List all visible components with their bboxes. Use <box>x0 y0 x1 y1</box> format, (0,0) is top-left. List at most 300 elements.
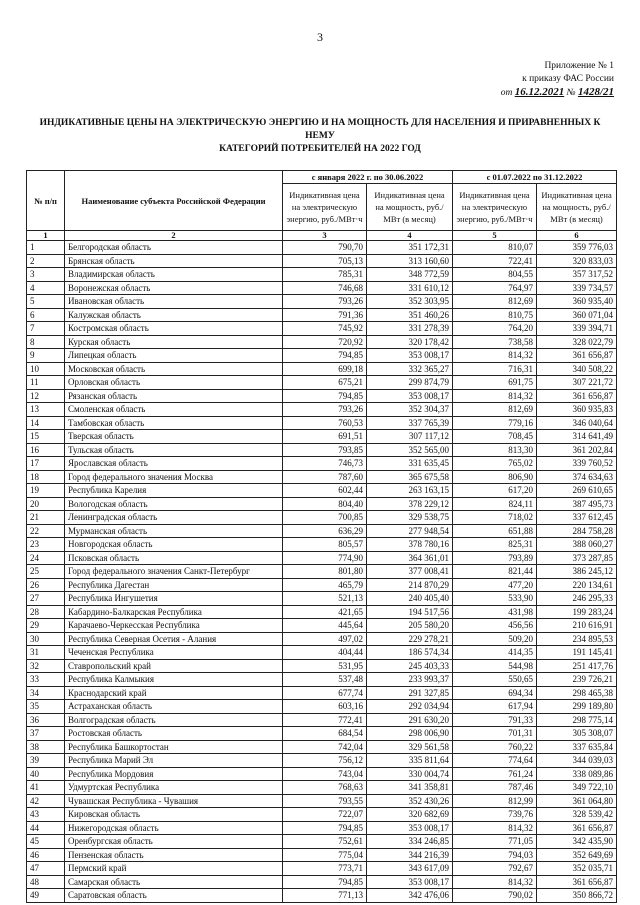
power-price-h2: 350 866,72 <box>537 889 617 903</box>
power-price-h1: 186 574,34 <box>367 646 453 660</box>
region-name: Ростовская область <box>65 727 283 741</box>
power-price-h1: 342 476,06 <box>367 889 453 903</box>
row-number: 8 <box>27 335 65 349</box>
document-title <box>30 117 610 156</box>
annex-date-line <box>501 86 614 100</box>
region-name: Пензенская область <box>65 848 283 862</box>
energy-price-h1: 793,26 <box>283 295 367 309</box>
region-name: Краснодарский край <box>65 686 283 700</box>
region-name: Воронежская область <box>65 281 283 295</box>
region-name: Самарская область <box>65 875 283 889</box>
power-price-h2: 298 775,14 <box>537 713 617 727</box>
energy-price-h2: 810,07 <box>453 241 537 255</box>
region-name: Владимирская область <box>65 268 283 282</box>
power-price-h2: 373 287,85 <box>537 551 617 565</box>
energy-price-h2: 821,44 <box>453 565 537 579</box>
table-row <box>27 538 617 552</box>
power-price-h1: 292 034,94 <box>367 700 453 714</box>
power-price-h2: 342 435,90 <box>537 835 617 849</box>
power-price-h1: 245 403,33 <box>367 659 453 673</box>
row-number: 44 <box>27 821 65 835</box>
table-row <box>27 767 617 781</box>
power-price-h2: 298 465,38 <box>537 686 617 700</box>
power-price-h2: 220 134,61 <box>537 578 617 592</box>
col-number: 3 <box>283 231 367 241</box>
energy-price-h2: 708,45 <box>453 430 537 444</box>
row-number: 20 <box>27 497 65 511</box>
p1-energy-header: Индикативная цена на электрическую энергию, руб./МВт·ч <box>283 184 367 231</box>
energy-price-h2: 651,88 <box>453 524 537 538</box>
energy-price-h2: 764,97 <box>453 281 537 295</box>
table-row <box>27 362 617 376</box>
power-price-h2: 338 089,86 <box>537 767 617 781</box>
table-row <box>27 808 617 822</box>
energy-price-h1: 793,55 <box>283 794 367 808</box>
energy-price-h1: 793,26 <box>283 403 367 417</box>
power-price-h2: 314 641,49 <box>537 430 617 444</box>
power-price-h2: 361 656,87 <box>537 389 617 403</box>
power-price-h1: 307 117,12 <box>367 430 453 444</box>
power-price-h1: 240 405,40 <box>367 592 453 606</box>
row-number: 32 <box>27 659 65 673</box>
region-name: Московская область <box>65 362 283 376</box>
row-number: 45 <box>27 835 65 849</box>
row-number: 23 <box>27 538 65 552</box>
power-price-h2: 360 071,04 <box>537 308 617 322</box>
table-row <box>27 659 617 673</box>
row-number: 21 <box>27 511 65 525</box>
column-number-row <box>27 231 617 241</box>
region-name: Республика Марий Эл <box>65 754 283 768</box>
row-number: 17 <box>27 457 65 471</box>
table-row <box>27 646 617 660</box>
energy-price-h1: 773,71 <box>283 862 367 876</box>
table-row <box>27 295 617 309</box>
power-price-h1: 214 870,29 <box>367 578 453 592</box>
energy-price-h1: 445,64 <box>283 619 367 633</box>
power-price-h2: 360 935,83 <box>537 403 617 417</box>
row-number: 22 <box>27 524 65 538</box>
energy-price-h2: 825,31 <box>453 538 537 552</box>
region-name: Республика Башкортостан <box>65 740 283 754</box>
energy-price-h1: 756,12 <box>283 754 367 768</box>
power-price-h1: 353 008,17 <box>367 875 453 889</box>
power-price-h1: 329 538,75 <box>367 511 453 525</box>
power-price-h1: 353 008,17 <box>367 349 453 363</box>
region-name: Орловская область <box>65 376 283 390</box>
energy-price-h1: 720,92 <box>283 335 367 349</box>
table-row <box>27 740 617 754</box>
row-number: 29 <box>27 619 65 633</box>
region-name: Кировская область <box>65 808 283 822</box>
energy-price-h1: 794,85 <box>283 349 367 363</box>
power-price-h2: 269 610,65 <box>537 484 617 498</box>
power-price-h2: 344 039,03 <box>537 754 617 768</box>
energy-price-h2: 617,20 <box>453 484 537 498</box>
table-row <box>27 376 617 390</box>
energy-price-h1: 521,13 <box>283 592 367 606</box>
region-name: Тамбовская область <box>65 416 283 430</box>
power-price-h1: 377 008,41 <box>367 565 453 579</box>
power-price-h2: 320 833,03 <box>537 254 617 268</box>
energy-price-h1: 791,36 <box>283 308 367 322</box>
table-row <box>27 457 617 471</box>
region-name: Брянская область <box>65 254 283 268</box>
region-name: Рязанская область <box>65 389 283 403</box>
region-name: Оренбургская область <box>65 835 283 849</box>
region-name: Республика Мордовия <box>65 767 283 781</box>
energy-price-h1: 746,73 <box>283 457 367 471</box>
energy-price-h2: 760,22 <box>453 740 537 754</box>
region-name: Республика Дагестан <box>65 578 283 592</box>
row-number: 38 <box>27 740 65 754</box>
energy-price-h1: 743,04 <box>283 767 367 781</box>
row-number: 34 <box>27 686 65 700</box>
power-price-h1: 330 004,74 <box>367 767 453 781</box>
power-price-h1: 378 780,16 <box>367 538 453 552</box>
power-price-h1: 194 517,56 <box>367 605 453 619</box>
energy-price-h2: 774,64 <box>453 754 537 768</box>
region-name: Республика Карелия <box>65 484 283 498</box>
power-price-h2: 307 221,72 <box>537 376 617 390</box>
row-number: 46 <box>27 848 65 862</box>
energy-price-h1: 774,90 <box>283 551 367 565</box>
region-name: Саратовская область <box>65 889 283 903</box>
energy-price-h2: 806,90 <box>453 470 537 484</box>
energy-price-h2: 722,41 <box>453 254 537 268</box>
power-price-h2: 239 726,21 <box>537 673 617 687</box>
annex-title: Приложение № 1 <box>544 61 614 71</box>
energy-price-h2: 738,58 <box>453 335 537 349</box>
power-price-h2: 357 317,52 <box>537 268 617 282</box>
table-body <box>27 241 617 903</box>
power-price-h1: 352 303,95 <box>367 295 453 309</box>
power-price-h2: 210 616,91 <box>537 619 617 633</box>
energy-price-h1: 801,80 <box>283 565 367 579</box>
power-price-h1: 353 008,17 <box>367 389 453 403</box>
power-price-h2: 346 040,64 <box>537 416 617 430</box>
power-price-h1: 233 993,37 <box>367 673 453 687</box>
region-name: Кабардино-Балкарская Республика <box>65 605 283 619</box>
table-row <box>27 389 617 403</box>
region-name: Тульская область <box>65 443 283 457</box>
energy-price-h2: 787,46 <box>453 781 537 795</box>
region-name: Ленинградская область <box>65 511 283 525</box>
region-name: Карачаево-Черкесская Республика <box>65 619 283 633</box>
table-row <box>27 794 617 808</box>
table-row <box>27 281 617 295</box>
region-name: Пермский край <box>65 862 283 876</box>
power-price-h1: 331 278,39 <box>367 322 453 336</box>
table-row <box>27 889 617 903</box>
energy-price-h1: 675,21 <box>283 376 367 390</box>
table-row <box>27 605 617 619</box>
period-2-header: с 01.07.2022 по 31.12.2022 <box>453 171 617 184</box>
row-number: 49 <box>27 889 65 903</box>
row-number: 12 <box>27 389 65 403</box>
table-row <box>27 619 617 633</box>
energy-price-h2: 804,55 <box>453 268 537 282</box>
power-price-h2: 387 495,73 <box>537 497 617 511</box>
energy-price-h2: 791,33 <box>453 713 537 727</box>
energy-price-h2: 812,69 <box>453 403 537 417</box>
table-row <box>27 416 617 430</box>
energy-price-h1: 603,16 <box>283 700 367 714</box>
power-price-h2: 340 508,22 <box>537 362 617 376</box>
power-price-h2: 251 417,76 <box>537 659 617 673</box>
power-price-h1: 299 874,79 <box>367 376 453 390</box>
table-row <box>27 470 617 484</box>
power-price-h1: 331 635,45 <box>367 457 453 471</box>
row-number: 6 <box>27 308 65 322</box>
energy-price-h2: 533,90 <box>453 592 537 606</box>
power-price-h2: 328 539,42 <box>537 808 617 822</box>
power-price-h2: 361 656,87 <box>537 349 617 363</box>
table-row <box>27 443 617 457</box>
region-name: Удмуртская Республика <box>65 781 283 795</box>
energy-price-h2: 761,24 <box>453 767 537 781</box>
energy-price-h2: 810,75 <box>453 308 537 322</box>
region-name: Республика Калмыкия <box>65 673 283 687</box>
power-price-h1: 351 460,26 <box>367 308 453 322</box>
energy-price-h1: 421,65 <box>283 605 367 619</box>
table-row <box>27 268 617 282</box>
energy-price-h1: 805,57 <box>283 538 367 552</box>
row-number: 16 <box>27 443 65 457</box>
power-price-h2: 339 394,71 <box>537 322 617 336</box>
region-name: Ивановская область <box>65 295 283 309</box>
power-price-h2: 234 895,53 <box>537 632 617 646</box>
table-row <box>27 821 617 835</box>
table-row <box>27 848 617 862</box>
energy-price-h1: 691,51 <box>283 430 367 444</box>
power-price-h1: 329 561,58 <box>367 740 453 754</box>
energy-price-h2: 764,20 <box>453 322 537 336</box>
row-number: 30 <box>27 632 65 646</box>
table-row <box>27 349 617 363</box>
row-number: 5 <box>27 295 65 309</box>
power-price-h2: 191 145,41 <box>537 646 617 660</box>
region-name: Республика Северная Осетия - Алания <box>65 632 283 646</box>
energy-price-h1: 742,04 <box>283 740 367 754</box>
energy-price-h2: 824,11 <box>453 497 537 511</box>
p2-power-header: Индикативная цена на мощность, руб./МВт (в месяц) <box>537 184 617 231</box>
energy-price-h1: 531,95 <box>283 659 367 673</box>
row-number: 7 <box>27 322 65 336</box>
power-price-h1: 352 430,26 <box>367 794 453 808</box>
energy-price-h1: 465,79 <box>283 578 367 592</box>
power-price-h2: 361 656,87 <box>537 875 617 889</box>
power-price-h1: 205 580,20 <box>367 619 453 633</box>
power-price-h1: 337 765,39 <box>367 416 453 430</box>
table-row <box>27 713 617 727</box>
energy-price-h1: 790,70 <box>283 241 367 255</box>
power-price-h1: 352 565,00 <box>367 443 453 457</box>
col-number: 1 <box>27 231 65 241</box>
row-number: 48 <box>27 875 65 889</box>
energy-price-h2: 739,76 <box>453 808 537 822</box>
power-price-h1: 343 617,09 <box>367 862 453 876</box>
period-1-header: с января 2022 г. по 30.06.2022 <box>283 171 453 184</box>
col-number: 4 <box>367 231 453 241</box>
power-price-h1: 320 682,69 <box>367 808 453 822</box>
energy-price-h1: 677,74 <box>283 686 367 700</box>
energy-price-h1: 768,63 <box>283 781 367 795</box>
row-number: 36 <box>27 713 65 727</box>
row-number: 13 <box>27 403 65 417</box>
region-name: Костромская область <box>65 322 283 336</box>
energy-price-h2: 790,02 <box>453 889 537 903</box>
energy-price-h1: 636,29 <box>283 524 367 538</box>
row-number: 19 <box>27 484 65 498</box>
region-name: Вологодская область <box>65 497 283 511</box>
power-price-h1: 229 278,21 <box>367 632 453 646</box>
power-price-h2: 339 734,57 <box>537 281 617 295</box>
row-number: 41 <box>27 781 65 795</box>
table-row <box>27 524 617 538</box>
row-number: 31 <box>27 646 65 660</box>
energy-price-h2: 779,16 <box>453 416 537 430</box>
power-price-h2: 337 612,45 <box>537 511 617 525</box>
col-number: 6 <box>537 231 617 241</box>
energy-price-h1: 722,07 <box>283 808 367 822</box>
power-price-h2: 374 634,63 <box>537 470 617 484</box>
energy-price-h2: 477,20 <box>453 578 537 592</box>
power-price-h2: 388 060,27 <box>537 538 617 552</box>
energy-price-h2: 456,56 <box>453 619 537 633</box>
energy-price-h1: 700,85 <box>283 511 367 525</box>
table-row <box>27 632 617 646</box>
power-price-h2: 360 935,40 <box>537 295 617 309</box>
row-number: 10 <box>27 362 65 376</box>
row-number: 24 <box>27 551 65 565</box>
region-name: Мурманская область <box>65 524 283 538</box>
energy-price-h2: 544,98 <box>453 659 537 673</box>
row-number: 43 <box>27 808 65 822</box>
power-price-h2: 361 202,84 <box>537 443 617 457</box>
table-row <box>27 686 617 700</box>
col-number: 2 <box>65 231 283 241</box>
power-price-h2: 299 189,80 <box>537 700 617 714</box>
region-name: Белгородская область <box>65 241 283 255</box>
power-price-h1: 334 246,85 <box>367 835 453 849</box>
power-price-h2: 284 758,28 <box>537 524 617 538</box>
p1-power-header: Индикативная цена на мощность, руб./МВт (в месяц) <box>367 184 453 231</box>
row-number: 2 <box>27 254 65 268</box>
energy-price-h2: 414,35 <box>453 646 537 660</box>
table-row <box>27 673 617 687</box>
energy-price-h1: 794,85 <box>283 389 367 403</box>
energy-price-h2: 765,02 <box>453 457 537 471</box>
table-row <box>27 511 617 525</box>
table-row <box>27 335 617 349</box>
table-row <box>27 241 617 255</box>
annex-date-prefix: от <box>500 88 513 98</box>
region-name: Чувашская Республика - Чувашия <box>65 794 283 808</box>
energy-price-h1: 699,18 <box>283 362 367 376</box>
energy-price-h1: 793,85 <box>283 443 367 457</box>
power-price-h2: 305 308,07 <box>537 727 617 741</box>
energy-price-h1: 771,13 <box>283 889 367 903</box>
energy-price-h1: 775,04 <box>283 848 367 862</box>
row-number: 39 <box>27 754 65 768</box>
table-row <box>27 592 617 606</box>
power-price-h2: 246 295,33 <box>537 592 617 606</box>
energy-price-h2: 691,75 <box>453 376 537 390</box>
table-row <box>27 727 617 741</box>
row-number: 11 <box>27 376 65 390</box>
power-price-h1: 332 365,27 <box>367 362 453 376</box>
energy-price-h1: 602,44 <box>283 484 367 498</box>
table-row <box>27 551 617 565</box>
power-price-h1: 313 160,60 <box>367 254 453 268</box>
region-name: Калужская область <box>65 308 283 322</box>
region-name: Курская область <box>65 335 283 349</box>
row-number: 14 <box>27 416 65 430</box>
row-number: 1 <box>27 241 65 255</box>
energy-price-h2: 814,32 <box>453 821 537 835</box>
power-price-h1: 277 948,54 <box>367 524 453 538</box>
col-header-number: № п/п <box>27 171 65 231</box>
power-price-h2: 339 760,52 <box>537 457 617 471</box>
energy-price-h1: 772,41 <box>283 713 367 727</box>
power-price-h1: 291 630,20 <box>367 713 453 727</box>
power-price-h2: 361 656,87 <box>537 821 617 835</box>
col-number: 5 <box>453 231 537 241</box>
row-number: 18 <box>27 470 65 484</box>
energy-price-h2: 794,03 <box>453 848 537 862</box>
title-line-2: КАТЕГОРИЙ ПОТРЕБИТЕЛЕЙ НА 2022 ГОД <box>219 144 421 154</box>
power-price-h2: 352 649,69 <box>537 848 617 862</box>
p2-energy-header: Индикативная цена на электрическую энергию, руб./МВт·ч <box>453 184 537 231</box>
region-name: Липецкая область <box>65 349 283 363</box>
table-row <box>27 430 617 444</box>
power-price-h2: 328 022,79 <box>537 335 617 349</box>
row-number: 4 <box>27 281 65 295</box>
row-number: 27 <box>27 592 65 606</box>
region-name: Тверская область <box>65 430 283 444</box>
energy-price-h2: 701,31 <box>453 727 537 741</box>
power-price-h1: 378 229,12 <box>367 497 453 511</box>
power-price-h2: 359 776,03 <box>537 241 617 255</box>
prices-table <box>26 170 617 903</box>
page-number: 3 <box>317 30 323 44</box>
col-header-name: Наименование субъекта Российской Федерации <box>65 171 283 231</box>
row-number: 42 <box>27 794 65 808</box>
table-row <box>27 700 617 714</box>
power-price-h1: 344 216,39 <box>367 848 453 862</box>
power-price-h2: 361 064,80 <box>537 794 617 808</box>
power-price-h1: 351 172,31 <box>367 241 453 255</box>
table-row <box>27 875 617 889</box>
row-number: 33 <box>27 673 65 687</box>
energy-price-h1: 705,13 <box>283 254 367 268</box>
energy-price-h1: 404,44 <box>283 646 367 660</box>
energy-price-h2: 814,32 <box>453 389 537 403</box>
region-name: Астраханская область <box>65 700 283 714</box>
energy-price-h1: 752,61 <box>283 835 367 849</box>
energy-price-h2: 716,31 <box>453 362 537 376</box>
energy-price-h1: 785,31 <box>283 268 367 282</box>
table-row <box>27 862 617 876</box>
power-price-h1: 353 008,17 <box>367 821 453 835</box>
region-name: Смоленская область <box>65 403 283 417</box>
power-price-h2: 386 245,12 <box>537 565 617 579</box>
energy-price-h1: 497,02 <box>283 632 367 646</box>
energy-price-h2: 812,99 <box>453 794 537 808</box>
region-name: Республика Ингушетия <box>65 592 283 606</box>
energy-price-h2: 793,89 <box>453 551 537 565</box>
